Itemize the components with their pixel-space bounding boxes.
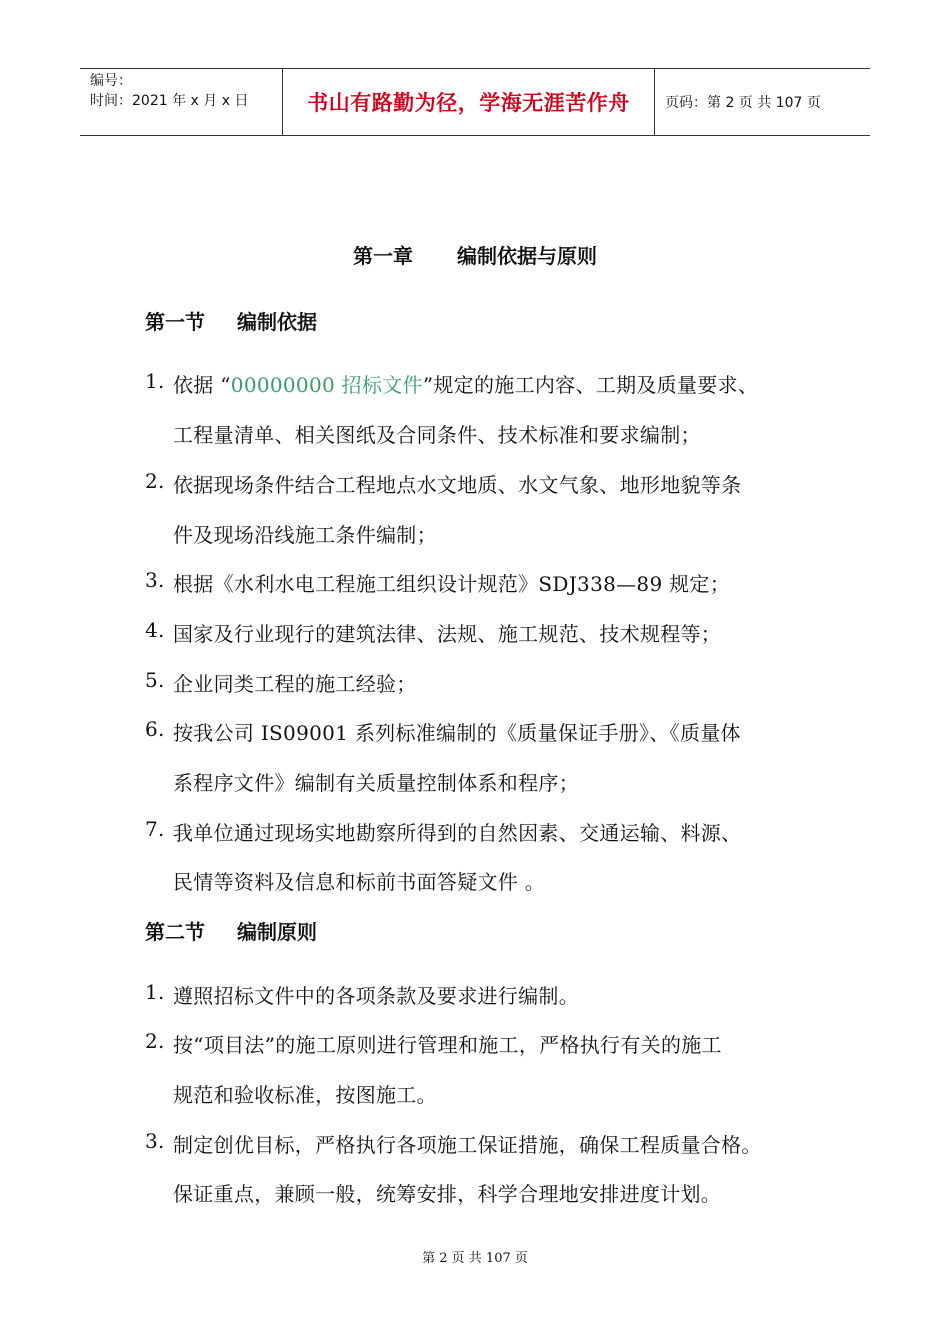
- item-number: 5.: [145, 668, 165, 692]
- document-date: 时间：2021 年 x 月 x 日: [90, 93, 249, 109]
- item-text: ”规定的施工内容、工期及质量要求、: [422, 373, 759, 397]
- item-number: 7.: [145, 817, 165, 841]
- item-text: 按“项目法”的施工原则进行管理和施工，严格执行有关的施工: [173, 1033, 722, 1057]
- item-number: 3.: [145, 1129, 165, 1153]
- section-name: 编制依据: [237, 310, 317, 334]
- item-text: 企业同类工程的施工经验；: [173, 672, 417, 696]
- item-continuation: 件及现场沿线施工条件编制；: [173, 523, 437, 547]
- header-page-info: 页码：第 2 页 共 107 页: [665, 95, 821, 111]
- section-name: 编制原则: [237, 920, 317, 944]
- section-label: 第二节: [145, 920, 205, 944]
- chapter-label: 第一章: [353, 244, 413, 268]
- header-meta: [80, 69, 282, 135]
- item-text: 根据《水利水电工程施工组织设计规范》SDJ338—89 规定；: [173, 572, 731, 596]
- item-number: 1.: [145, 369, 165, 393]
- item-number: 1.: [145, 980, 165, 1004]
- item-number: 2.: [145, 469, 165, 493]
- item-continuation: 保证重点，兼顾一般，统筹安排，科学合理地安排进度计划。: [173, 1182, 722, 1206]
- item-text: 按我公司 IS09001 系列标准编制的《质量保证手册》、《质量体: [173, 721, 741, 745]
- chapter-title: [0, 240, 950, 269]
- page-footer: 第 2 页 共 107 页: [422, 1251, 528, 1266]
- item-continuation: 民情等资料及信息和标前书面答疑文件 。: [173, 870, 546, 894]
- item-continuation: 规范和验收标准，按图施工。: [173, 1083, 437, 1107]
- header-motto-cell: [282, 69, 655, 135]
- item-text: 国家及行业现行的建筑法律、法规、施工规范、技术规程等；: [173, 622, 722, 646]
- item-number: 2.: [145, 1029, 165, 1053]
- item-text: 依据现场条件结合工程地点水文地质、水文气象、地形地貌等条: [173, 473, 742, 497]
- chapter-name: 编制依据与原则: [457, 244, 597, 268]
- tender-doc-link: 00000000 招标文件: [230, 373, 423, 397]
- item-text: 依据 “: [173, 373, 231, 397]
- item-number: 4.: [145, 618, 165, 642]
- item-continuation: 工程量清单、相关图纸及合同条件、技术标准和要求编制；: [173, 423, 701, 447]
- section-title-basis: [145, 306, 317, 335]
- document-number: 编号：: [90, 73, 132, 89]
- item-number: 3.: [145, 568, 165, 592]
- page-header: [80, 68, 870, 136]
- item-text: 我单位通过现场实地勘察所得到的自然因素、交通运输、料源、: [173, 821, 742, 845]
- header-motto: 书山有路勤为径，学海无涯苦作舟: [307, 91, 630, 115]
- item-text: 遵照招标文件中的各项条款及要求进行编制。: [173, 984, 579, 1008]
- item-text: 制定创优目标，严格执行各项施工保证措施，确保工程质量合格。: [173, 1133, 762, 1157]
- section-label: 第一节: [145, 310, 205, 334]
- item-continuation: 系程序文件》编制有关质量控制体系和程序；: [173, 771, 579, 795]
- section-title-principles: [145, 916, 317, 945]
- item-number: 6.: [145, 717, 165, 741]
